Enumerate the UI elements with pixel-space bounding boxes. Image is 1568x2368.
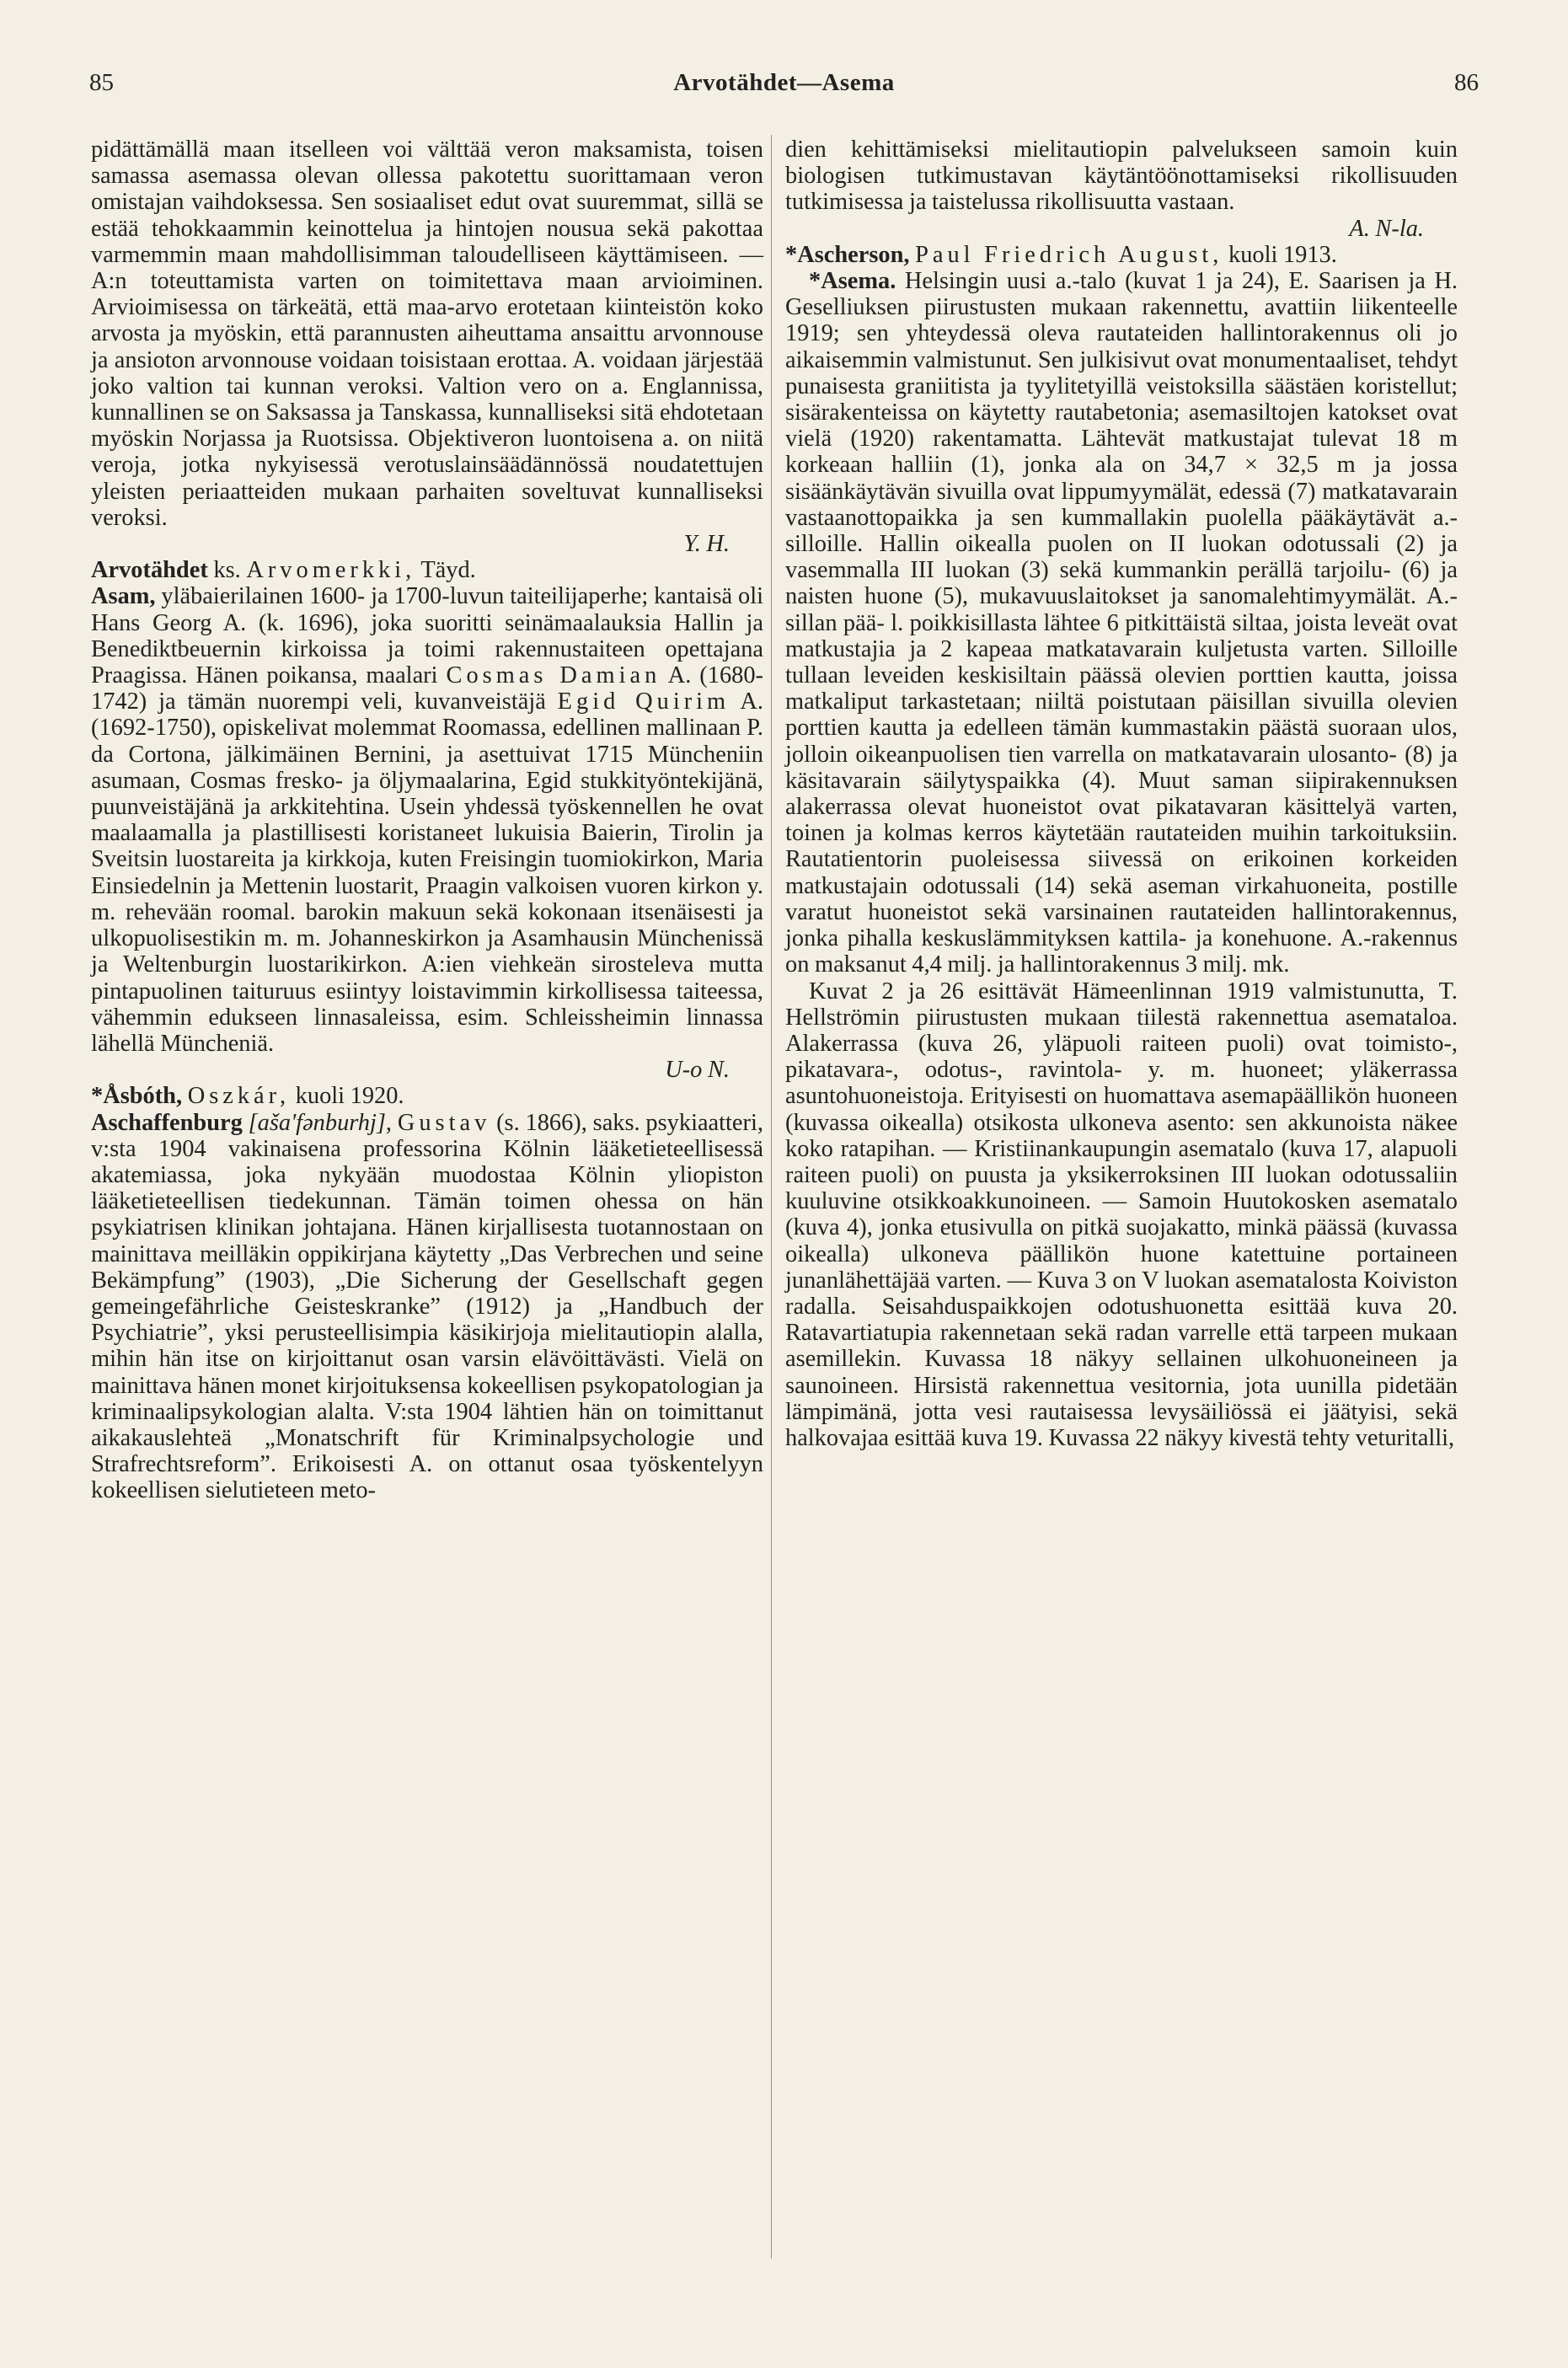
- right-column: [785, 137, 1458, 1451]
- entry-headword: Aschaffenburg: [91, 1109, 243, 1136]
- entry-text: Helsingin uusi a.-talo (kuvat 1 ja 24), E. Saarisen ja H. Gesellіuksen piirustusten mukaan rakennettu, avattiin liikenteelle 1919; sen yhteydessä oleva rautateiden hallintorakennus oli jo aikaisemmin valmistunut. Sen julkisivut ovat monumentaaliset, tehdyt punaisesta graniitista ja tyylitetyillä veistoksilla säästäen koristellut; sisärakenteissa on käytetty rautabetonia; asemasiltojen katokset ovat vielä (1920) rakentamatta. Lähtevät matkustajat tulevat 18 m korkeaan halliin (1), jonka ala on 34,7 × 32,5 m ja jossa sisäänkäytävän sivuilla ovat lippumyymälät, edessä (7) matkatavarain vastaanottopaikka ja sen kummallakin puolella pääkäytävät a.-silloille. Hallin oikealla puolen on II luokan odotussali (2) ja vasemmalla III luokan (3) sekä kummankin perällä tarjoilu- (6) ja naisten huone (5), mukavuuslaitokset ja sanomalehtimyymälät. A.-sillan pää- l. poikkisillasta lähtee 6 pitkittäistä siltaa, joista leveät ovat matkustajia ja 2 kapeaa matkatavarain kuljetusta varten. Silloille tullaan leveiden keskisiltain päässä olevien porttien kautta, joissa matkaliput tarkastetaan; niiltä poistutaan päisillan sivuilla olevien porttien kautta ja edelleen tämän kummastakin päästä suoraan ulos, jolloin oikeanpuolisen tien varrella on matkatavarain ulosanto- (8) ja käsitavarain säilytyspaikka (4). Muut saman siipirakennuksen alakerrassa olevat huoneistot ovat pikatavaran käsittelyä varten, toinen ja kolmas kerros käytetään rautateiden muihin tarkoituksiin. Rautatientorin puoleisessa siivessä on erikoinen korkeiden matkustajain odotussali (14) sekä aseman virkahuoneita, postille varatut huoneistot sekä varsinainen rautateiden hallintorakennus, jonka pihalla keskuslämmityksen kattila- ja konehuone. A.-rakennus on maksanut 4,4 milj. ja hallintorakennus 3 milj. mk.: [785, 268, 1458, 978]
- paragraph-continuation: dien kehittämiseksi mielitautiopin palvelukseen samoin kuin biologisen tutkimustavan käytäntöönottamiseksi rikollisuuden tutkimisessa ja taistelussa rikollisuutta vastaan.: [785, 137, 1458, 216]
- entry-text: ks.: [213, 557, 241, 584]
- entry-aschaffenburg: [91, 1110, 763, 1504]
- entry-pronunciation: [aša'fənburhj],: [248, 1109, 393, 1136]
- entry-text: A. (1692-1750), opiskelivat molemmat Roomassa, edellinen mallinaan P. da Cortona, jälkimäinen Bernini, ja asettuivat 1715 Müncheniin asumaan, Cosmas fresko- ja öljymaalarina, Egid stukkityöntekijänä, puunveistäjänä ja arkkitehtina. Usein yhdessä työskennellen he ovat maalaamalla ja plastillisesti koristaneet lukuisia Baierin, Tirolin ja Sveitsin luostareita ja kirkkoja, kuten Freisingin tuomiokirkon, Maria Einsiedelnin ja Mettenin luostarit, Praagin valkoisen vuoren kirkon y. m. rehevään roomal. barokin makuun sekä kokonaan itsenäisesti ja ulkopuolisestikin m. m. Johanneskirkon ja Asamhausin Münchenissä ja Weltenburgin luostarikirkon. A:ien viehkeän sirosteleva mutta pintapuolinen taituruus esiintyy loistavimmin kirkollisessa taiteessa, vähemmin edukseen linnasaleissa, esim. Schleissheimin linnassa lähellä Müncheniä.: [91, 688, 764, 1057]
- entry-text: (s. 1866), saks. psykiaatteri, v:sta 1904 vakinaisena professorina Kölnin lääketieteellisessä akatemiassa, joka nykyään muodostaa Kölnin yliopiston lääketieteellisen tiedekunnan. Tämän toimen ohessa on hän psykiatrisen klinikan johtajana. Hänen kirjallisesta tuotannostaan on mainittava meilläkin oppikirjana käytetty „Das Verbrechen und seine Bekämpfung” (1903), „Die Sicherung der Gesellschaft gegen gemeingefährliche Geisteskranke” (1912) ja „Handbuch der Psychiatrie”, yksi perusteellisimpia käsikirjoja mielitautiopin alalla, mihin hän itse on kirjoittanut osan varsin elävöittävästi. Vielä on mainittava hänen monet kirjoituksensa kokeellisen psykopatologian ja kriminaalipsykologian alalta. V:sta 1904 lähtien hän on toimittanut aikakauslehteä „Monatschrift für Kriminalpsychologie und Strafrechtsreform”. Erikoisesti A. on ottanut osaa työskentelyyn kokeellisen sielutieteen meto-: [91, 1109, 763, 1504]
- entry-spaced-name: Egid Quirim: [557, 688, 730, 715]
- entry-headword: Asam,: [91, 583, 156, 610]
- entry-asam: [91, 583, 763, 1057]
- entry-headword: *Åsbóth,: [91, 1083, 183, 1110]
- paragraph: Kuvat 2 ja 26 esittävät Hämeenlinnan 1919 valmistunutta, T. Hellströmin piirustusten mukaan tiilestä rakennettua asemataloa. Alakerrassa (kuva 26, yläpuoli raiteen puoli) ovat toimisto-, pikatavara-, odotus-, ravintola- y. m. huoneet; yläkerrassa asuntohuoneistoja. Erityisesti on huomattava asemapäällikön huoneen (kuvassa oikealla) otsikosta ulkoneva asento: sen akkunoista näkee koko ratapihan. — Kristiinankaupungin asematalo (kuva 17, alapuoli raiteen puoli) on puusta ja yksikerroksinen III luokan odotussaliin kuuluvine otsikkoakkunoineen. — Samoin Huutokosken asematalo (kuva 4), jonka etusivulla on pitkä suojakatto, minkä päässä (kuvassa oikealla) ulkoneva päällikön huone katettuine portaineen junanlähettäjää varten. — Kuva 3 on V luokan asematalosta Koiviston radalla. Seisahduspaikkojen odotushuonetta esittää kuva 20. Ratavartiatupia rakennetaan sekä radan varrelle että tarpeen mukaan asemillekin. Kuvassa 18 näkyy sellainen ulkohuoneineen ja saunoineen. Hirsistä rakennettua vesitornia, jota uunilla pidetään lämpimänä, jotta vesi rautaisessa levysäiliössä ei jäätyisi, sekä halkovajaa esittää kuva 19. Kuvassa 22 näkyy kivestä tehty veturitalli,: [785, 978, 1458, 1451]
- entry-arvotahdet: [91, 557, 763, 583]
- left-column: [91, 137, 763, 1504]
- running-title: Arvotähdet—Asema: [673, 69, 895, 96]
- entry-crossref: Arvomerkki,: [246, 557, 416, 584]
- entry-spaced-name: Oszkár,: [187, 1083, 291, 1110]
- entry-headword: *Ascherson,: [785, 241, 910, 268]
- running-header: [84, 69, 1484, 111]
- entry-spaced-name: Gustav: [397, 1109, 491, 1136]
- entry-headword: Arvotähdet: [91, 557, 208, 584]
- entry-text: A. (1680-1742) ja tämän nuorempi veli, kuvanveistäjä: [91, 662, 763, 715]
- entry-text: yläbaierilainen 1600- ja 1700-luvun taiteilijaperhe; kantaisä oli Hans Georg A. (k. 1696), joka suoritti seinämaalauksia Hallin ja Benediktbeuernin kirkoissa ja toimi rakennustaiteen opettajana Praagissa. Hänen poikansa, maalari: [91, 583, 763, 689]
- page-number-right: 86: [1454, 69, 1479, 96]
- entry-ascherson: [785, 242, 1458, 268]
- entry-headword: *Asema.: [809, 268, 896, 295]
- author-signature: A. N-la.: [1349, 215, 1424, 242]
- entry-text: Täyd.: [420, 557, 476, 584]
- paragraph-continuation: pidättämällä maan itselleen voi välttää veron maksamista, toisen samassa asemassa olevan ollessa pakotettu suorittamaan veron omistajan vaihdoksessa. Sen sosiaaliset edut ovat suuremmat, sillä se estää tehokkaammin keinottelua ja hintojen nousua sekä pakottaa varmemmin maan mahdollisimman taloudelliseen käyttämiseen. — A:n toteuttamista varten on toimitettava maan arvioiminen. Arvioimisessa on tärkeätä, että maa-arvo erotetaan kiinteistön koko arvosta ja myöskin, että parannusten aiheuttama ansaittu arvonnouse ja ansioton arvonnouse voidaan toisistaan erottaa. A. voidaan järjestää joko valtion tai kunnan veroksi. Valtion vero on a. Englannissa, kunnallinen se on Saksassa ja Tanskassa, kunnalliseksi sitä ehdotetaan myöskin Norjassa ja Ruotsissa. Objektiveron luontoisena a. on niitä veroja, jotka nykyisessä verotuslainsäädännössä noudatettujen yleisten periaatteiden mukaan parhaiten soveltuvat kunnalliseksi veroksi.: [91, 137, 763, 531]
- entry-spaced-name: Paul Friedrich August,: [915, 241, 1223, 268]
- page-number-left: 85: [89, 69, 114, 96]
- entry-asboth: [91, 1083, 763, 1109]
- column-divider: [771, 135, 772, 2258]
- author-signature: U-o N.: [665, 1057, 730, 1084]
- entry-text: kuoli 1920.: [295, 1083, 404, 1110]
- entry-text: kuoli 1913.: [1228, 241, 1337, 268]
- entry-asema: [785, 268, 1458, 978]
- entry-spaced-name: Cosmas Damian: [446, 662, 661, 689]
- author-signature: Y. H.: [683, 531, 730, 558]
